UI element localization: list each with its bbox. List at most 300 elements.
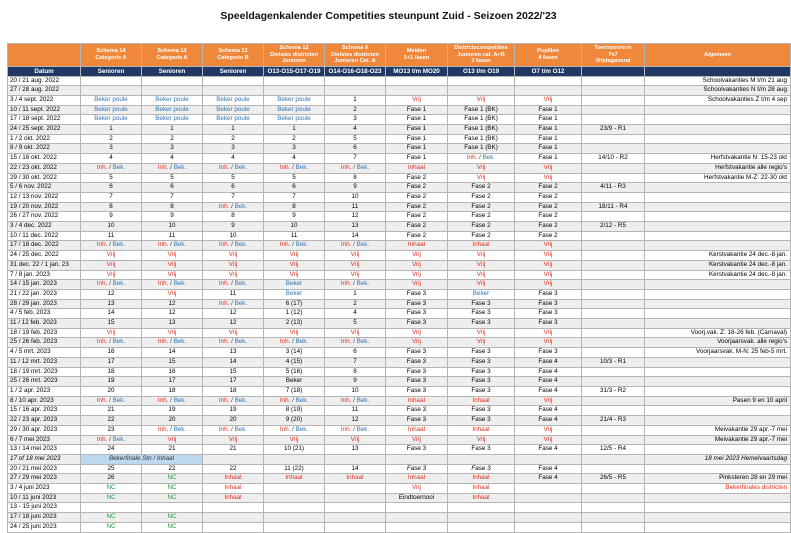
table-cell [325, 493, 386, 503]
table-cell: Bekerfinale Stn / Inhaal [81, 454, 203, 464]
table-cell: Fase 2 [386, 202, 448, 212]
table-cell: 22 [203, 464, 264, 474]
table-cell: Fase 3 [386, 289, 448, 299]
table-row [8, 445, 791, 455]
table-cell: Inhaal [386, 425, 448, 435]
table-cell: Vrij [81, 328, 142, 338]
general-note-cell: Schoolvakanties M t/m 21 aug [645, 76, 791, 86]
table-cell [142, 280, 203, 290]
table-cell: Fase 1 (BK) [448, 115, 515, 125]
table-cell: 3 [142, 144, 203, 154]
date-cell: 5 / 6 nov. 2022 [8, 183, 81, 193]
date-cell: 4 / 5 mrt. 2023 [8, 348, 81, 358]
column-header-line: 4 fasen [538, 54, 558, 61]
table-row [8, 222, 791, 232]
table-cell: Fase 3 [448, 416, 515, 426]
general-note-cell: Kerstvakantie 24 dec.-8 jan. [645, 270, 791, 280]
table-cell: 9 [142, 212, 203, 222]
table-cell: Fase 3 [386, 299, 448, 309]
table-cell: Fase 2 [448, 183, 515, 193]
table-row [8, 367, 791, 377]
table-cell [582, 493, 645, 503]
table-cell: NC [142, 493, 203, 503]
table-cell: 17 [81, 357, 142, 367]
table-cell: 1 (12) [264, 309, 325, 319]
cell-part: / [290, 163, 296, 171]
table-cell: Vrij [142, 270, 203, 280]
column-header-line: Schema 8 [341, 45, 369, 51]
table-cell: 4 [81, 154, 142, 164]
cell-part: / [107, 396, 113, 404]
table-cell: 5 [203, 173, 264, 183]
table-cell: Vrij [448, 173, 515, 183]
cell-part: Bek. [295, 396, 309, 404]
header-row [8, 44, 791, 67]
table-cell: Fase 2 [386, 183, 448, 193]
table-cell: Fase 3 [386, 367, 448, 377]
column-header-line: 7x7 [608, 51, 618, 58]
table-cell [264, 493, 325, 503]
table-cell: 1 [203, 125, 264, 135]
general-note-cell [645, 241, 791, 251]
table-cell: 6 [264, 183, 325, 193]
table-cell [142, 241, 203, 251]
table-cell [142, 396, 203, 406]
general-note-cell [645, 367, 791, 377]
general-note-cell [645, 406, 791, 416]
table-cell [81, 338, 142, 348]
table-cell: 4/11 - R3 [582, 183, 645, 193]
table-cell: Fase 3 [515, 289, 582, 299]
table-cell: 10 (21) [264, 445, 325, 455]
cell-part: / [351, 163, 357, 171]
cell-part: Bek. [112, 163, 126, 171]
table-row [8, 192, 791, 202]
table-cell: Beker poule [81, 105, 142, 115]
date-cell: 11 / 12 mrt. 2023 [8, 357, 81, 367]
table-cell: 11 [203, 289, 264, 299]
table-row [8, 435, 791, 445]
table-cell: Fase 2 [386, 212, 448, 222]
table-cell [582, 406, 645, 416]
table-cell [386, 86, 448, 96]
table-cell: Fase 2 [515, 192, 582, 202]
table-cell: Vrij [515, 280, 582, 290]
table-cell: Beker [264, 377, 325, 387]
table-row [8, 280, 791, 290]
cell-part: Inh. [96, 396, 108, 404]
table-cell: Fase 1 [386, 125, 448, 135]
table-cell: Beker poule [142, 115, 203, 125]
cell-part: Bek. [295, 241, 309, 249]
table-cell: 2/12 - R5 [582, 222, 645, 232]
date-cell: 20 / 21 mei 2023 [8, 464, 81, 474]
table-cell: Fase 4 [515, 464, 582, 474]
cell-part: Bek. [173, 396, 187, 404]
table-cell [582, 280, 645, 290]
table-cell: 5 (16) [264, 367, 325, 377]
table-cell [386, 503, 448, 513]
cell-part: Inh. [279, 338, 291, 346]
table-cell [582, 173, 645, 183]
table-cell [142, 503, 203, 513]
general-note-cell [645, 202, 791, 212]
column-header [582, 44, 645, 67]
table-row [8, 125, 791, 135]
table-cell [203, 202, 264, 212]
table-cell: Vrij [325, 435, 386, 445]
cell-part: Bek. [295, 163, 309, 171]
cell-part: Inh. [157, 163, 169, 171]
table-cell: 6 [325, 348, 386, 358]
subheader-row [8, 66, 791, 76]
date-cell: 24 / 25 sept. 2022 [8, 125, 81, 135]
table-cell: Vrij [325, 251, 386, 261]
table-row [8, 299, 791, 309]
table-cell [582, 144, 645, 154]
table-cell: 5 [325, 319, 386, 329]
general-note-cell [645, 144, 791, 154]
table-cell: 5 [264, 173, 325, 183]
table-cell [203, 338, 264, 348]
cell-part: Bek. [356, 338, 370, 346]
cell-part: Inh. [96, 435, 108, 443]
cell-part: Inh. [466, 154, 478, 162]
table-cell: 9 [81, 212, 142, 222]
table-cell: 17 [142, 377, 203, 387]
table-row [8, 260, 791, 270]
table-row [8, 309, 791, 319]
column-header [386, 44, 448, 67]
table-cell: 9 [325, 377, 386, 387]
general-note-cell [645, 231, 791, 241]
general-note-cell: Voorjaarsvak. M-N: 25 feb-5 mrt. [645, 348, 791, 358]
table-cell: 2 (13) [264, 319, 325, 329]
cell-part: Inh. [157, 425, 169, 433]
table-cell [81, 503, 142, 513]
table-cell: Vrij [515, 396, 582, 406]
table-cell: Vrij [386, 435, 448, 445]
cell-part: Inh. [218, 163, 230, 171]
table-cell: Vrij [386, 95, 448, 105]
cell-part: Bek. [173, 338, 187, 346]
table-cell: 20 [142, 416, 203, 426]
date-cell: 13 - 15 juni 2023 [8, 503, 81, 513]
table-row [8, 270, 791, 280]
cell-part: / [168, 241, 174, 249]
table-cell [515, 86, 582, 96]
general-note-cell: 18 mei 2023 Hemelvaartsdag [645, 454, 791, 464]
table-cell: Fase 3 [386, 357, 448, 367]
table-cell: NC [142, 484, 203, 494]
table-cell: Fase 3 [386, 377, 448, 387]
column-subheader: Datum [8, 66, 81, 76]
table-cell: 22 [81, 416, 142, 426]
table-cell [582, 241, 645, 251]
general-note-cell [645, 464, 791, 474]
table-cell: Inhaal [448, 493, 515, 503]
table-cell: Beker poule [264, 115, 325, 125]
date-cell: 3 / 4 dec. 2022 [8, 222, 81, 232]
column-subheader: Senioren [203, 66, 264, 76]
table-cell: Fase 1 [386, 105, 448, 115]
cell-part: / [107, 338, 113, 346]
table-cell: 4 [203, 154, 264, 164]
page-title: Speeldagenkalender Competities steunpunt Zuid - Seizoen 2022/'23 [220, 10, 557, 22]
table-cell: Vrij [203, 251, 264, 261]
table-cell [582, 270, 645, 280]
table-cell: 2 [325, 105, 386, 115]
date-cell: 11 / 12 feb. 2023 [8, 319, 81, 329]
table-row [8, 474, 791, 484]
table-cell [264, 76, 325, 86]
table-cell: 10 [81, 222, 142, 232]
table-cell: Fase 3 [386, 445, 448, 455]
table-body [8, 76, 791, 532]
cell-part: / [168, 280, 174, 288]
table-cell: Inhaal [203, 484, 264, 494]
column-header-line: Categorie A [156, 54, 188, 61]
table-cell [582, 134, 645, 144]
table-cell: 24 [81, 445, 142, 455]
table-cell: Fase 4 [515, 357, 582, 367]
table-cell [582, 319, 645, 329]
table-cell: 3 [325, 115, 386, 125]
table-cell: Vrij [264, 260, 325, 270]
table-cell: 14 [142, 348, 203, 358]
table-cell: 1 [142, 125, 203, 135]
table-cell: Fase 4 [515, 445, 582, 455]
cell-part: / [351, 280, 357, 288]
table-cell: Fase 3 [515, 299, 582, 309]
date-cell: 17 of 18 mei 2023 [8, 454, 81, 464]
table-cell: 14 [325, 231, 386, 241]
table-cell: 8 (19) [264, 406, 325, 416]
table-cell: NC [142, 474, 203, 484]
column-subheader: Senioren [81, 66, 142, 76]
table-cell: 13 [325, 445, 386, 455]
table-cell: 19 [203, 406, 264, 416]
column-header-line: Schema 12 [157, 48, 187, 55]
column-header [203, 44, 264, 67]
table-cell [582, 484, 645, 494]
general-note-cell [645, 212, 791, 222]
table-cell: 19 [81, 377, 142, 387]
table-cell [325, 76, 386, 86]
table-cell: Beker poule [203, 105, 264, 115]
table-cell: Fase 1 [515, 115, 582, 125]
table-cell: Fase 3 [386, 406, 448, 416]
cell-part: Bek. [234, 280, 248, 288]
general-note-cell [645, 105, 791, 115]
cell-part: Inh. [218, 241, 230, 249]
table-cell: 7 [325, 357, 386, 367]
table-cell [142, 86, 203, 96]
table-cell: Fase 1 [515, 105, 582, 115]
table-cell: 8 [203, 212, 264, 222]
table-cell: 19 [142, 406, 203, 416]
table-cell [582, 328, 645, 338]
table-cell: Fase 3 [448, 464, 515, 474]
table-cell: 26/5 - R5 [582, 474, 645, 484]
table-cell: 18/11 - R4 [582, 202, 645, 212]
table-cell [142, 163, 203, 173]
date-cell: 1 / 2 okt. 2022 [8, 134, 81, 144]
table-cell: 13 [81, 299, 142, 309]
general-note-cell [645, 445, 791, 455]
table-row [8, 154, 791, 164]
table-cell [582, 260, 645, 270]
column-header-line: Categorie B [217, 54, 249, 61]
table-cell: 14 [81, 309, 142, 319]
table-cell [325, 522, 386, 532]
table-cell [81, 241, 142, 251]
table-row [8, 406, 791, 416]
table-row [8, 173, 791, 183]
table-cell: Vrij [448, 280, 515, 290]
cell-part: Bek. [112, 435, 126, 443]
general-note-cell [645, 522, 791, 532]
table-cell: Fase 4 [515, 416, 582, 426]
general-note-cell: Meivakantie 29 apr.-7 mei [645, 435, 791, 445]
date-cell: 25 / 26 feb. 2023 [8, 338, 81, 348]
table-cell: Vrij [386, 280, 448, 290]
date-cell: 1 / 2 apr. 2023 [8, 387, 81, 397]
table-cell [264, 454, 325, 464]
table-cell [81, 86, 142, 96]
table-cell: Fase 3 [448, 309, 515, 319]
date-cell: 7 / 8 jan. 2023 [8, 270, 81, 280]
date-cell: 29 / 30 okt. 2022 [8, 173, 81, 183]
table-row [8, 357, 791, 367]
table-cell: 7 (18) [264, 387, 325, 397]
table-cell [582, 76, 645, 86]
cell-part: Bek. [234, 202, 248, 210]
table-cell [582, 425, 645, 435]
table-cell [264, 425, 325, 435]
column-subheader: Senioren [142, 66, 203, 76]
table-cell: Fase 1 [386, 115, 448, 125]
table-cell: Vrij [264, 435, 325, 445]
table-cell [515, 522, 582, 532]
table-cell [325, 396, 386, 406]
table-cell [448, 154, 515, 164]
table-cell: 12 [203, 319, 264, 329]
table-cell: 10 [325, 387, 386, 397]
cell-part: Bek. [234, 299, 248, 307]
table-cell: 1 [325, 289, 386, 299]
table-row [8, 95, 791, 105]
column-header-line: Schema 14 [96, 48, 126, 55]
date-cell: 27 / 28 aug. 2022 [8, 86, 81, 96]
table-cell: Vrij [386, 338, 448, 348]
table-cell: 5 [142, 173, 203, 183]
column-header-line: Divisies districten [331, 51, 379, 58]
table-cell: Fase 2 [448, 192, 515, 202]
cell-part: Inh. [279, 425, 291, 433]
cell-part: Bek. [112, 280, 126, 288]
table-cell: 14 [325, 464, 386, 474]
table-cell: Eindtoernooi [386, 493, 448, 503]
cell-part: Bek. [234, 396, 248, 404]
cell-part: / [229, 280, 235, 288]
date-cell: 21 / 22 jan. 2023 [8, 289, 81, 299]
column-header [645, 44, 791, 67]
table-cell: 10 [142, 222, 203, 232]
table-cell [264, 396, 325, 406]
general-note-cell: Voorjaarsvak. alle regio's [645, 338, 791, 348]
table-row [8, 183, 791, 193]
cell-part: / [351, 241, 357, 249]
table-cell: Fase 3 [386, 416, 448, 426]
table-cell: 15 [203, 367, 264, 377]
table-cell: Inhaal [386, 241, 448, 251]
column-subheader: MO13 t/m MO20 [386, 66, 448, 76]
general-note-cell [645, 493, 791, 503]
table-row [8, 328, 791, 338]
table-cell: Vrij [142, 251, 203, 261]
table-cell: Fase 3 [515, 309, 582, 319]
table-cell: Vrij [515, 163, 582, 173]
table-cell [203, 454, 264, 464]
table-cell: Beker [264, 289, 325, 299]
table-cell: Vrij [203, 270, 264, 280]
table-cell: Vrij [142, 289, 203, 299]
table-cell: 10 [264, 222, 325, 232]
column-header [264, 44, 325, 67]
table-cell [142, 76, 203, 86]
general-note-cell [645, 115, 791, 125]
general-note-cell: Herfstvakantie M-Z: 22-30 okt [645, 173, 791, 183]
table-cell: 7 [142, 192, 203, 202]
general-note-cell [645, 357, 791, 367]
table-cell: 15 [142, 357, 203, 367]
table-cell: Inhaal [448, 484, 515, 494]
table-cell [582, 454, 645, 464]
table-cell: 3 (14) [264, 348, 325, 358]
table-cell: Inhaal [386, 474, 448, 484]
cell-part: / [229, 202, 235, 210]
table-cell: NC [81, 513, 142, 523]
date-cell: 3 / 4 sept. 2022 [8, 95, 81, 105]
column-subheader: O14-O16-O18-O23 [325, 66, 386, 76]
table-cell: Vrij [81, 260, 142, 270]
table-cell: 4 [325, 309, 386, 319]
table-cell [203, 503, 264, 513]
table-cell: Fase 2 [386, 173, 448, 183]
cell-part: Inh. [96, 163, 108, 171]
table-cell: 20 [81, 387, 142, 397]
table-cell: Fase 2 [386, 192, 448, 202]
table-cell: Fase 2 [515, 222, 582, 232]
cell-part: / [107, 163, 113, 171]
column-header [8, 44, 81, 67]
table-row [8, 522, 791, 532]
table-cell: Vrij [515, 425, 582, 435]
table-cell: 8 [264, 202, 325, 212]
table-cell: 10 [203, 231, 264, 241]
cell-part: Bek. [482, 154, 496, 162]
cell-part: Bek. [295, 338, 309, 346]
table-cell [582, 348, 645, 358]
general-note-cell [645, 222, 791, 232]
table-cell: Fase 1 [386, 134, 448, 144]
table-cell [264, 484, 325, 494]
column-subheader [582, 66, 645, 76]
table-row [8, 377, 791, 387]
table-cell: 21 [81, 406, 142, 416]
table-cell: 7 [81, 192, 142, 202]
